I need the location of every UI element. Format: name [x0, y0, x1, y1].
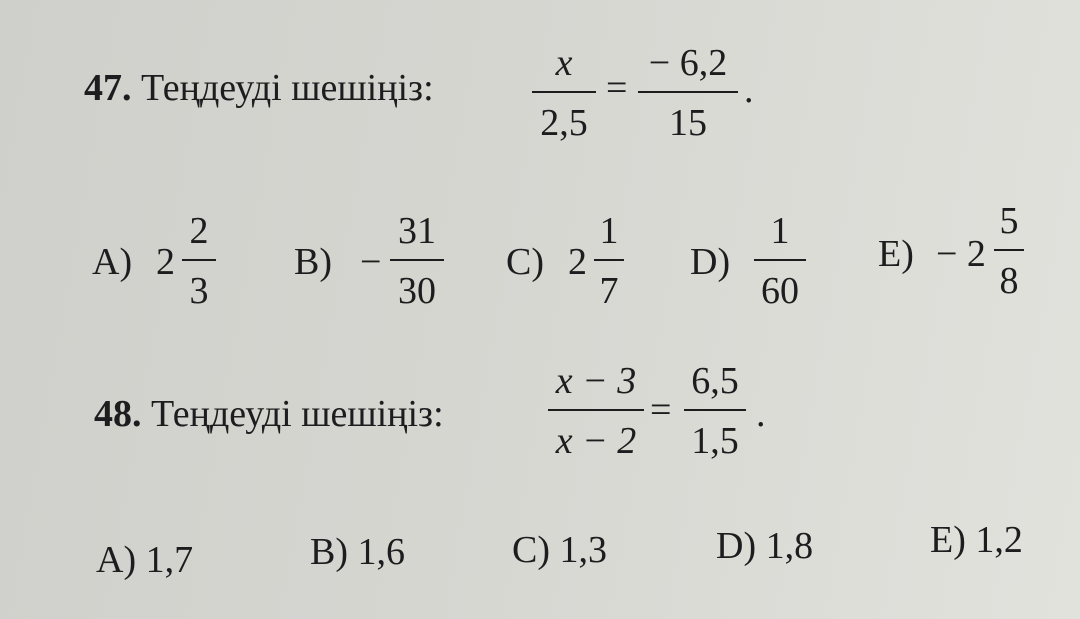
option-e-label[interactable]: E) [878, 233, 914, 275]
fraction-numerator: − 6,2 [648, 42, 728, 84]
option-d-label[interactable]: D) [690, 241, 731, 283]
fraction-denominator: 7 [599, 270, 619, 312]
fraction-bar [684, 409, 746, 411]
fraction-denominator: 8 [999, 260, 1019, 302]
problem-number: 48. [94, 393, 142, 435]
option-b-sign: − [360, 241, 382, 283]
fraction-denominator: 60 [761, 270, 799, 312]
option-a-whole: 2 [156, 241, 175, 283]
option-c-whole: 2 [568, 241, 587, 283]
fraction-denominator: 15 [669, 102, 707, 144]
rhs-fraction [638, 44, 738, 142]
fraction-bar [548, 409, 644, 411]
fraction-numerator: 6,5 [691, 360, 739, 402]
option-e[interactable]: E) 1,2 [930, 519, 1023, 561]
fraction-denominator: 3 [189, 270, 209, 312]
fraction-bar [754, 259, 806, 261]
option-c[interactable]: C) 1,3 [512, 529, 607, 571]
fraction-bar [594, 259, 624, 261]
rhs-fraction [684, 362, 746, 460]
lhs-fraction [532, 44, 596, 142]
fraction-bar [182, 259, 216, 261]
fraction-bar [532, 91, 596, 93]
option-e-whole: − 2 [936, 233, 986, 275]
period: . [756, 393, 766, 435]
problem-instruction: Теңдеуді шешіңіз: [151, 393, 444, 435]
option-d[interactable]: D) 1,8 [716, 525, 814, 567]
fraction-denominator: x − 2 [555, 420, 637, 462]
fraction-numerator: x − 3 [555, 360, 637, 402]
option-b-fraction [390, 212, 444, 310]
fraction-denominator: 30 [398, 270, 436, 312]
fraction-numerator: 1 [599, 210, 619, 252]
option-b-label[interactable]: B) [294, 241, 332, 283]
fraction-numerator: x [555, 42, 573, 84]
problem-47-heading [84, 66, 434, 110]
fraction-numerator: 31 [398, 210, 436, 252]
option-c-fraction [594, 212, 624, 310]
fraction-numerator: 5 [999, 200, 1019, 242]
fraction-denominator: 2,5 [540, 102, 588, 144]
period: . [744, 69, 754, 111]
problem-number: 47. [84, 67, 132, 109]
option-d-fraction [754, 212, 806, 310]
problem-instruction: Теңдеуді шешіңіз: [141, 67, 434, 109]
option-c-label[interactable]: C) [506, 241, 544, 283]
fraction-denominator: 1,5 [691, 420, 739, 462]
equals-sign: = [650, 389, 672, 431]
problem-48-heading [94, 392, 444, 436]
option-b[interactable]: B) 1,6 [310, 531, 405, 573]
option-a-fraction [182, 212, 216, 310]
fraction-bar [390, 259, 444, 261]
fraction-numerator: 1 [770, 210, 790, 252]
option-a-label[interactable]: A) [92, 241, 133, 283]
option-a[interactable]: A) 1,7 [96, 539, 194, 581]
fraction-bar [994, 249, 1024, 251]
option-e-fraction [994, 202, 1024, 300]
equals-sign: = [606, 67, 628, 109]
fraction-numerator: 2 [189, 210, 209, 252]
lhs-fraction [548, 362, 644, 460]
fraction-bar [638, 91, 738, 93]
